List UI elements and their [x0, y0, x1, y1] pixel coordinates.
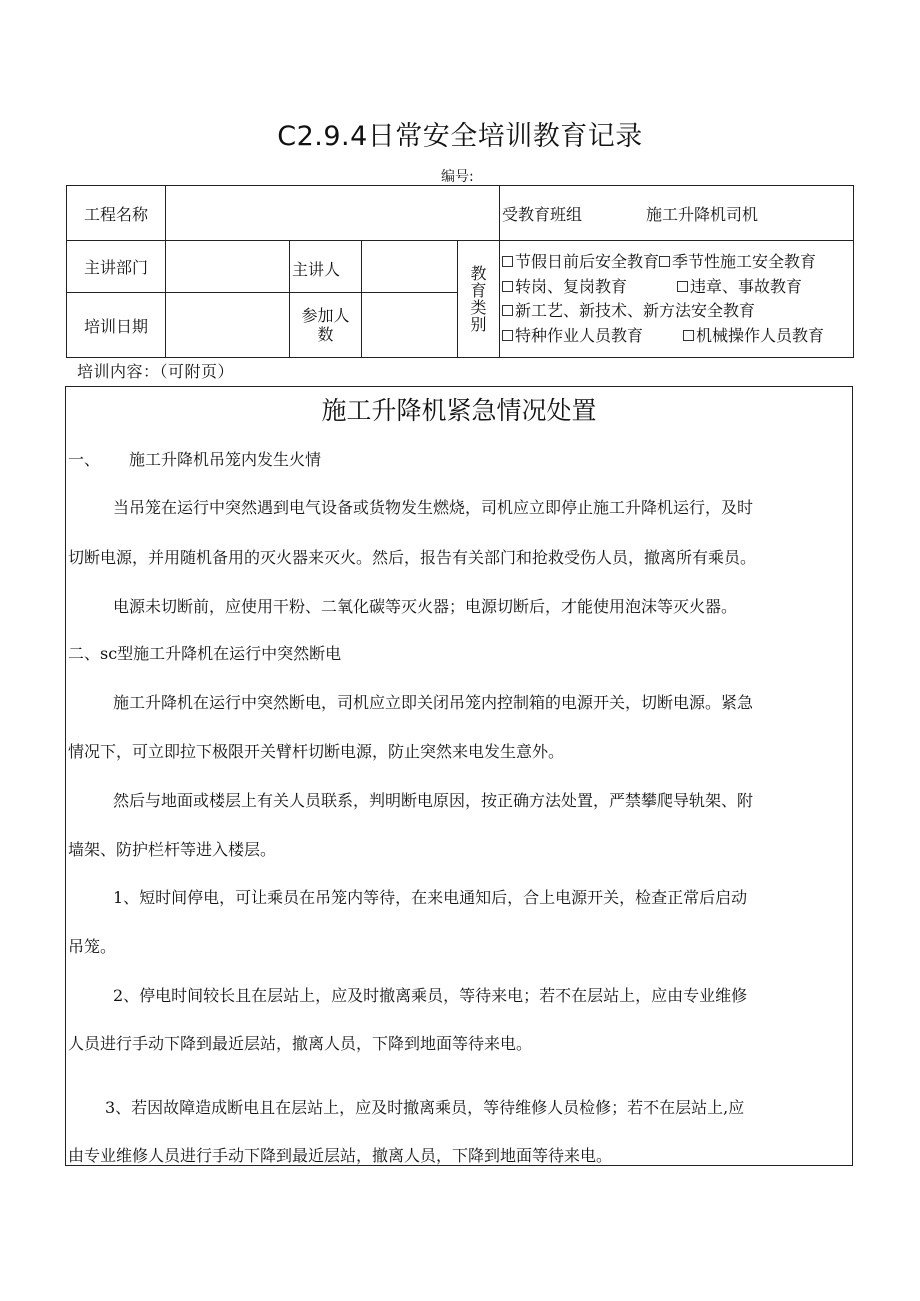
trained-group-cell [500, 186, 854, 241]
paragraph-line: 墙架、防护栏杆等进入楼层。 [68, 840, 277, 859]
section-title: 施工升降机吊笼内发生火情 [129, 450, 322, 469]
lecturer-field[interactable] [362, 241, 458, 293]
training-date-field[interactable] [166, 293, 290, 358]
edu-type-char: 育 [470, 281, 487, 300]
checkbox-icon[interactable] [502, 305, 513, 316]
edu-option-seasonal[interactable]: 季节性施工安全教育 [659, 252, 816, 271]
checkbox-icon[interactable] [502, 281, 513, 292]
edu-type-label [458, 241, 500, 358]
lecture-dept-field[interactable] [166, 241, 290, 293]
checkbox-icon[interactable] [677, 281, 688, 292]
trained-group-value[interactable]: 施工升降机司机 [646, 204, 759, 224]
edu-option-new-tech[interactable]: 新工艺、新技术、新方法安全教育 [502, 301, 755, 320]
edu-option-machinery[interactable]: 机械操作人员教育 [683, 324, 824, 349]
record-number-label: 编号: [441, 169, 474, 185]
checkbox-icon[interactable] [683, 330, 694, 341]
checkbox-icon[interactable] [502, 330, 513, 341]
edu-type-char: 教 [470, 264, 487, 283]
edu-type-char: 类 [470, 298, 487, 317]
project-name-field[interactable] [166, 186, 500, 241]
edu-option-transfer[interactable]: 转岗、复岗教育 [502, 277, 627, 296]
paragraph-line: 施工升降机在运行中突然断电，司机应立即关闭吊笼内控制箱的电源开关，切断电源。紧急 [113, 693, 754, 712]
section-number: 一、 [68, 450, 101, 469]
info-table [66, 185, 854, 358]
edu-option-special-ops[interactable]: 特种作业人员教育 [502, 326, 643, 345]
section-title: 二、sc型施工升降机在运行中突然断电 [68, 644, 342, 663]
attendees-field[interactable] [362, 293, 458, 358]
content-heading: 施工升降机紧急情况处置 [321, 396, 597, 425]
paragraph-line: 电源未切断前，应使用干粉、二氧化碳等灭火器；电源切断后，才能使用泡沫等灭火器。 [113, 597, 738, 616]
paragraph-line: 切断电源，并用随机备用的灭火器来灭火。然后，报告有关部门和抢救受伤人员，撤离所有乘员。 [68, 548, 757, 567]
trained-group-label: 受教育班组 [502, 204, 583, 224]
checkbox-icon[interactable] [659, 256, 670, 267]
attendees-label: 参加人 数 [290, 293, 362, 358]
paragraph-line: 然后与地面或楼层上有关人员联系，判明断电原因，按正确方法处置，严禁攀爬导轨架、附 [113, 791, 754, 810]
edu-option-holiday[interactable]: 节假日前后安全教育 [502, 252, 659, 271]
project-name-label: 工程名称 [67, 186, 166, 241]
paragraph-line: 1、短时间停电，可让乘员在吊笼内等待，在来电通知后，合上电源开关，检查正常后启动 [113, 888, 748, 907]
paragraph-line: 吊笼。 [68, 937, 117, 956]
edu-type-char: 别 [470, 315, 487, 334]
edu-option-violation[interactable]: 违章、事故教育 [677, 275, 802, 300]
paragraph-line: 3、若因故障造成断电且在层站上，应及时撤离乘员，等待维修人员检修；若不在层站上,应 [105, 1098, 745, 1117]
content-label: 培训内容：（可附页） [77, 362, 235, 381]
page-title: C2.9.4日常安全培训教育记录 [277, 121, 643, 152]
lecturer-label: 主讲人 [290, 241, 362, 293]
training-content [65, 386, 853, 1166]
paragraph-line: 人员进行手动下降到最近层站，撤离人员，下降到地面等待来电。 [68, 1034, 533, 1053]
training-date-label: 培训日期 [67, 293, 166, 358]
paragraph-line: 由专业维修人员进行手动下降到最近层站，撤离人员，下降到地面等待来电。 [68, 1146, 613, 1165]
edu-type-options [500, 241, 854, 358]
paragraph-line: 情况下，可立即拉下极限开关臂杆切断电源，防止突然来电发生意外。 [68, 742, 565, 761]
checkbox-icon[interactable] [502, 256, 513, 267]
paragraph-line: 2、停电时间较长且在层站上，应及时撤离乘员，等待来电；若不在层站上，应由专业维修 [113, 986, 748, 1005]
lecture-dept-label: 主讲部门 [67, 241, 166, 293]
paragraph-line: 当吊笼在运行中突然遇到电气设备或货物发生燃烧，司机应立即停止施工升降机运行，及时 [113, 498, 754, 517]
